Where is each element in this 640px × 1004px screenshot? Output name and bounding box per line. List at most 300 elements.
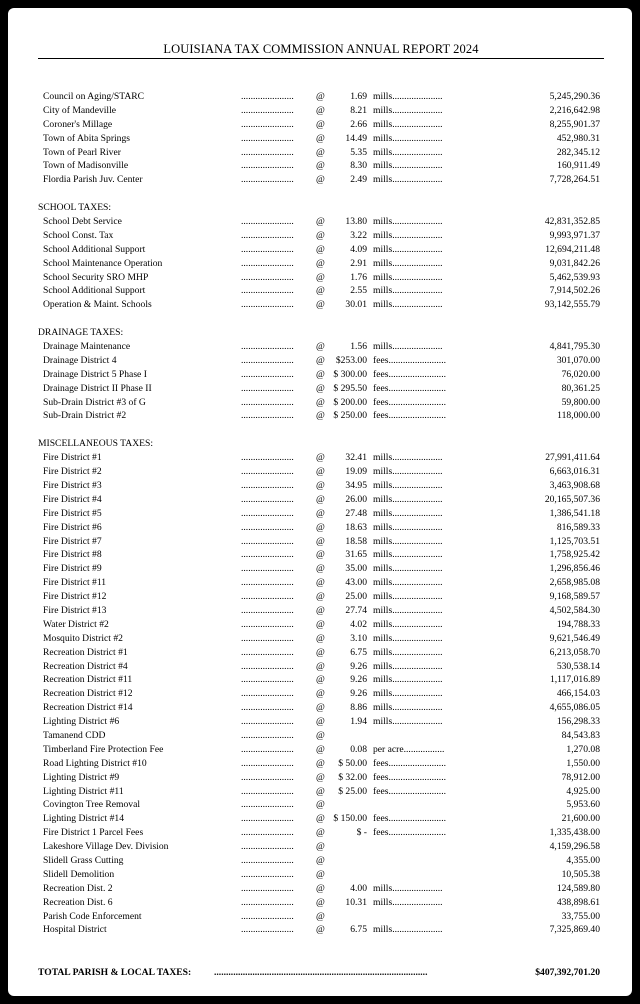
- tax-name: Fire District #7: [43, 535, 102, 547]
- leader-dots: ......................: [241, 577, 294, 589]
- tax-amount: 1,125,703.51: [549, 535, 600, 547]
- tax-name: Recreation Dist. 6: [43, 896, 113, 908]
- total-leader-dots: .........................................................................................: [214, 967, 428, 978]
- rate-unit: mills.....................: [373, 341, 443, 353]
- tax-row: [38, 896, 604, 910]
- leader-dots: ......................: [241, 563, 294, 575]
- rate-unit: mills.....................: [373, 702, 443, 714]
- leader-dots: ......................: [241, 118, 294, 130]
- tax-amount: 160,911.49: [557, 160, 600, 172]
- tax-rate: 18.63: [345, 521, 367, 533]
- leader-dots: ......................: [241, 549, 294, 561]
- at-sign: @: [316, 771, 325, 783]
- tax-rate: $ -: [356, 827, 367, 839]
- section-label: MISCELLANEOUS TAXES:: [38, 438, 153, 450]
- tax-rate: 5.35: [350, 146, 367, 158]
- tax-name: Town of Abita Springs: [43, 132, 131, 144]
- at-sign: @: [316, 118, 325, 130]
- tax-amount: 282,345.12: [556, 146, 600, 158]
- tax-name: Lakeshore Village Dev. Division: [43, 841, 169, 853]
- rate-unit: mills.....................: [373, 229, 443, 241]
- rate-unit: mills.....................: [373, 521, 443, 533]
- rate-unit: mills.....................: [373, 646, 443, 658]
- tax-row: [38, 507, 604, 521]
- tax-rate: 2.49: [350, 174, 367, 186]
- tax-name: Recreation Dist. 2: [43, 882, 113, 894]
- rate-unit: fees........................: [373, 396, 447, 408]
- tax-rate: 32.41: [345, 452, 367, 464]
- at-sign: @: [316, 604, 325, 616]
- rate-unit: mills.....................: [373, 549, 443, 561]
- tax-row: [38, 548, 604, 562]
- tax-name: Recreation District #11: [43, 674, 133, 686]
- at-sign: @: [316, 396, 325, 408]
- leader-dots: ......................: [241, 257, 294, 269]
- rate-unit: mills.....................: [373, 466, 443, 478]
- tax-name: Drainage District 4: [43, 354, 117, 366]
- tax-name: Flordia Parish Juv. Center: [43, 174, 143, 186]
- tax-name: Coroner's Millage: [43, 118, 113, 130]
- tax-row: [38, 451, 604, 465]
- at-sign: @: [316, 521, 325, 533]
- at-sign: @: [316, 813, 325, 825]
- at-sign: @: [316, 841, 325, 853]
- tax-name: School Debt Service: [43, 216, 122, 228]
- tax-row: [38, 840, 604, 854]
- tax-amount: 124,589.80: [556, 882, 600, 894]
- rate-unit: fees........................: [373, 354, 447, 366]
- tax-row: [38, 243, 604, 257]
- tax-row: [38, 673, 604, 687]
- tax-row: [38, 409, 604, 423]
- tax-name: Recreation District #12: [43, 688, 133, 700]
- tax-name: Fire District #6: [43, 521, 102, 533]
- tax-rate: $ 250.00: [333, 410, 367, 422]
- tax-name: Lighting District #11: [43, 785, 124, 797]
- at-sign: @: [316, 466, 325, 478]
- tax-name: Water District #2: [43, 618, 109, 630]
- tax-row: [38, 632, 604, 646]
- tax-amount: 80,361.25: [561, 382, 600, 394]
- rate-unit: mills.....................: [373, 535, 443, 547]
- at-sign: @: [316, 716, 325, 728]
- tax-name: Drainage Maintenance: [43, 341, 131, 353]
- tax-name: Covington Tree Removal: [43, 799, 141, 811]
- leader-dots: ......................: [241, 243, 294, 255]
- tax-name: Lighting District #14: [43, 813, 125, 825]
- tax-amount: 1,270.08: [566, 743, 600, 755]
- tax-amount: 27,991,411.64: [545, 452, 600, 464]
- tax-amount: 5,953.60: [566, 799, 600, 811]
- at-sign: @: [316, 452, 325, 464]
- tax-amount: 438,898.61: [556, 896, 600, 908]
- tax-rate: $ 295.50: [333, 382, 367, 394]
- tax-amount: 4,502,584.30: [549, 604, 600, 616]
- tax-amount: 1,117,016.89: [549, 674, 600, 686]
- tax-amount: 9,993,971.37: [549, 229, 600, 241]
- tax-amount: 1,386,541.18: [549, 507, 600, 519]
- tax-rate: 19.09: [345, 466, 367, 478]
- at-sign: @: [316, 91, 325, 102]
- tax-amount: 59,800.00: [561, 396, 600, 408]
- tax-name: Fire District #12: [43, 591, 107, 603]
- tax-name: Parish Code Enforcement: [43, 910, 142, 922]
- at-sign: @: [316, 854, 325, 866]
- tax-name: Fire District #11: [43, 577, 107, 589]
- tax-rate: 4.00: [350, 882, 367, 894]
- tax-row: [38, 284, 604, 298]
- tax-name: Tamanend CDD: [43, 729, 106, 741]
- tax-name: Slidell Grass Cutting: [43, 854, 124, 866]
- tax-row: [38, 729, 604, 743]
- at-sign: @: [316, 688, 325, 700]
- tax-rate: 2.66: [350, 118, 367, 130]
- at-sign: @: [316, 410, 325, 422]
- tax-amount: 6,213,058.70: [549, 646, 600, 658]
- at-sign: @: [316, 632, 325, 644]
- tax-row: [38, 479, 604, 493]
- tax-row: [38, 382, 604, 396]
- tax-rate: $ 150.00: [333, 813, 367, 825]
- at-sign: @: [316, 479, 325, 491]
- tax-row: [38, 757, 604, 771]
- tax-amount: 5,245,290.36: [549, 91, 600, 102]
- total-amount: $407,392,701.20: [535, 967, 600, 978]
- at-sign: @: [316, 299, 325, 311]
- tax-rate: 2.55: [350, 285, 367, 297]
- rate-unit: fees........................: [373, 827, 447, 839]
- tax-amount: 21,600.00: [561, 813, 600, 825]
- tax-rate: 31.65: [345, 549, 367, 561]
- rate-unit: mills.....................: [373, 591, 443, 603]
- tax-rate: 4.02: [350, 618, 367, 630]
- tax-rate: $ 25.00: [338, 785, 367, 797]
- tax-rate: 1.56: [350, 341, 367, 353]
- leader-dots: ......................: [241, 868, 294, 880]
- tax-amount: 9,621,546.49: [549, 632, 600, 644]
- tax-amount: 2,658,985.08: [549, 577, 600, 589]
- rate-unit: fees........................: [373, 382, 447, 394]
- leader-dots: ......................: [241, 827, 294, 839]
- at-sign: @: [316, 910, 325, 922]
- at-sign: @: [316, 729, 325, 741]
- at-sign: @: [316, 216, 325, 228]
- section-heading: [38, 326, 604, 340]
- at-sign: @: [316, 243, 325, 255]
- leader-dots: ......................: [241, 799, 294, 811]
- rate-unit: mills.....................: [373, 299, 443, 311]
- tax-name: Town of Pearl River: [43, 146, 121, 158]
- tax-name: Fire District #8: [43, 549, 102, 561]
- rate-unit: mills.....................: [373, 882, 443, 894]
- at-sign: @: [316, 549, 325, 561]
- tax-amount: 7,728,264.51: [549, 174, 600, 186]
- tax-amount: 93,142,555.79: [544, 299, 600, 311]
- tax-amount: 84,543.83: [561, 729, 600, 741]
- at-sign: @: [316, 257, 325, 269]
- tax-amount: 5,462,539.93: [549, 271, 600, 283]
- leader-dots: ......................: [241, 104, 294, 116]
- at-sign: @: [316, 674, 325, 686]
- rate-unit: mills.....................: [373, 896, 443, 908]
- tax-row: [38, 798, 604, 812]
- tax-amount: 9,031,842.26: [549, 257, 600, 269]
- tax-rate: 4.09: [350, 243, 367, 255]
- rate-unit: mills.....................: [373, 507, 443, 519]
- leader-dots: ......................: [241, 91, 294, 102]
- tax-row: [38, 715, 604, 729]
- leader-dots: ......................: [241, 368, 294, 380]
- rate-unit: mills.....................: [373, 660, 443, 672]
- tax-amount: 530,538.14: [556, 660, 600, 672]
- rate-unit: fees........................: [373, 757, 447, 769]
- tax-row: [38, 396, 604, 410]
- tax-row: [38, 910, 604, 924]
- at-sign: @: [316, 646, 325, 658]
- tax-row: [38, 493, 604, 507]
- tax-name: Road Lighting District #10: [43, 757, 147, 769]
- tax-row: [38, 104, 604, 118]
- leader-dots: ......................: [241, 299, 294, 311]
- tax-amount: 8,255,901.37: [549, 118, 600, 130]
- tax-row: [38, 298, 604, 312]
- rate-unit: mills.....................: [373, 674, 443, 686]
- tax-row: [38, 687, 604, 701]
- tax-name: Fire District #9: [43, 563, 102, 575]
- tax-name: Fire District #1: [43, 452, 102, 464]
- tax-name: School Additional Support: [43, 243, 146, 255]
- at-sign: @: [316, 896, 325, 908]
- leader-dots: ......................: [241, 535, 294, 547]
- leader-dots: ......................: [241, 146, 294, 158]
- rate-unit: mills.....................: [373, 285, 443, 297]
- at-sign: @: [316, 799, 325, 811]
- tax-rate: 2.91: [350, 257, 367, 269]
- leader-dots: ......................: [241, 729, 294, 741]
- tax-rate: 26.00: [345, 493, 367, 505]
- tax-amount: 42,831,352.85: [544, 216, 600, 228]
- rate-unit: mills.....................: [373, 160, 443, 172]
- leader-dots: ......................: [241, 674, 294, 686]
- tax-amount: 9,168,589.57: [549, 591, 600, 603]
- at-sign: @: [316, 146, 325, 158]
- leader-dots: ......................: [241, 271, 294, 283]
- at-sign: @: [316, 507, 325, 519]
- at-sign: @: [316, 924, 325, 936]
- rate-unit: mills.....................: [373, 563, 443, 575]
- tax-amount: 4,841,795.30: [549, 341, 600, 353]
- leader-dots: ......................: [241, 660, 294, 672]
- leader-dots: ......................: [241, 632, 294, 644]
- tax-row: [38, 618, 604, 632]
- tax-row: [38, 826, 604, 840]
- leader-dots: ......................: [241, 160, 294, 172]
- tax-rate: 13.80: [345, 216, 367, 228]
- leader-dots: ......................: [241, 924, 294, 936]
- rate-unit: mills.....................: [373, 688, 443, 700]
- tax-rate: 8.86: [350, 702, 367, 714]
- tax-name: Fire District #13: [43, 604, 107, 616]
- leader-dots: ......................: [241, 285, 294, 297]
- tax-rate: 3.22: [350, 229, 367, 241]
- tax-rate: 3.10: [350, 632, 367, 644]
- leader-dots: ......................: [241, 618, 294, 630]
- tax-amount: 4,925.00: [566, 785, 600, 797]
- tax-rate: 10.31: [345, 896, 367, 908]
- tax-name: Recreation District #14: [43, 702, 133, 714]
- at-sign: @: [316, 868, 325, 880]
- tax-row: [38, 812, 604, 826]
- tax-amount: 78,912.00: [561, 771, 600, 783]
- tax-rate: 1.94: [350, 716, 367, 728]
- leader-dots: ......................: [241, 493, 294, 505]
- tax-row: [38, 771, 604, 785]
- tax-name: Recreation District #4: [43, 660, 128, 672]
- leader-dots: ......................: [241, 854, 294, 866]
- tax-rate: 25.00: [345, 591, 367, 603]
- leader-dots: ......................: [241, 174, 294, 186]
- tax-name: School Additional Support: [43, 285, 146, 297]
- at-sign: @: [316, 285, 325, 297]
- tax-name: Drainage District 5 Phase I: [43, 368, 147, 380]
- tax-name: Lighting District #6: [43, 716, 120, 728]
- tax-rate: 6.75: [350, 646, 367, 658]
- at-sign: @: [316, 577, 325, 589]
- leader-dots: ......................: [241, 216, 294, 228]
- tax-rate: 8.30: [350, 160, 367, 172]
- tax-name: Fire District #2: [43, 466, 102, 478]
- tax-row: [38, 590, 604, 604]
- tax-list: [38, 90, 604, 937]
- tax-rate: 1.69: [350, 91, 367, 102]
- rate-unit: fees........................: [373, 813, 447, 825]
- tax-row: [38, 785, 604, 799]
- tax-rate: 27.74: [345, 604, 367, 616]
- tax-rate: 43.00: [345, 577, 367, 589]
- tax-name: Council on Aging/STARC: [43, 91, 145, 102]
- tax-name: School Const. Tax: [43, 229, 114, 241]
- tax-amount: 4,355.00: [566, 854, 600, 866]
- tax-row: [38, 90, 604, 104]
- rate-unit: mills.....................: [373, 243, 443, 255]
- tax-row: [38, 173, 604, 187]
- tax-rate: $253.00: [335, 354, 367, 366]
- leader-dots: ......................: [241, 341, 294, 353]
- tax-row: [38, 646, 604, 660]
- tax-name: Recreation District #1: [43, 646, 128, 658]
- at-sign: @: [316, 493, 325, 505]
- tax-amount: 194,788.33: [556, 618, 600, 630]
- tax-row: [38, 118, 604, 132]
- section-gap: [38, 312, 604, 326]
- rate-unit: per acre.................: [373, 743, 445, 755]
- rate-unit: mills.....................: [373, 271, 443, 283]
- tax-name: Fire District #5: [43, 507, 102, 519]
- tax-row: [38, 882, 604, 896]
- tax-name: Fire District 1 Parcel Fees: [43, 827, 144, 839]
- tax-row: [38, 159, 604, 173]
- tax-name: Town of Madisonville: [43, 160, 129, 172]
- leader-dots: ......................: [241, 452, 294, 464]
- report-page: [8, 8, 632, 996]
- rate-unit: mills.....................: [373, 604, 443, 616]
- at-sign: @: [316, 382, 325, 394]
- tax-amount: 118,000.00: [557, 410, 600, 422]
- tax-amount: 20,165,507.36: [544, 493, 600, 505]
- rate-unit: mills.....................: [373, 493, 443, 505]
- rate-unit: mills.....................: [373, 924, 443, 936]
- at-sign: @: [316, 618, 325, 630]
- tax-row: [38, 465, 604, 479]
- at-sign: @: [316, 785, 325, 797]
- at-sign: @: [316, 354, 325, 366]
- tax-amount: 1,335,438.00: [549, 827, 600, 839]
- leader-dots: ......................: [241, 716, 294, 728]
- tax-row: [38, 521, 604, 535]
- rate-unit: mills.....................: [373, 618, 443, 630]
- tax-rate: $ 300.00: [333, 368, 367, 380]
- tax-name: Fire District #4: [43, 493, 102, 505]
- tax-rate: 18.58: [345, 535, 367, 547]
- leader-dots: ......................: [241, 507, 294, 519]
- tax-name: School Security SRO MHP: [43, 271, 149, 283]
- tax-rate: 8.21: [350, 104, 367, 116]
- tax-amount: 76,020.00: [561, 368, 600, 380]
- tax-amount: 33,755.00: [561, 910, 600, 922]
- tax-amount: 156,298.33: [556, 716, 600, 728]
- tax-name: School Maintenance Operation: [43, 257, 163, 269]
- tax-name: Mosquito District #2: [43, 632, 123, 644]
- page-title: LOUISIANA TAX COMMISSION ANNUAL REPORT 2024: [163, 42, 479, 56]
- tax-row: [38, 368, 604, 382]
- tax-row: [38, 132, 604, 146]
- tax-name: Drainage District II Phase II: [43, 382, 152, 394]
- tax-amount: 6,663,016.31: [549, 466, 600, 478]
- leader-dots: ......................: [241, 882, 294, 894]
- tax-row: [38, 576, 604, 590]
- tax-amount: 816,589.33: [556, 521, 600, 533]
- title-rule: [38, 58, 604, 59]
- rate-unit: mills.....................: [373, 577, 443, 589]
- tax-row: [38, 854, 604, 868]
- tax-amount: 3,463,908.68: [549, 479, 600, 491]
- tax-amount: 2,216,642.98: [549, 104, 600, 116]
- tax-amount: 1,296,856.46: [549, 563, 600, 575]
- leader-dots: ......................: [241, 132, 294, 144]
- tax-rate: 9.26: [350, 660, 367, 672]
- rate-unit: mills.....................: [373, 452, 443, 464]
- leader-dots: ......................: [241, 785, 294, 797]
- tax-row: [38, 146, 604, 160]
- tax-rate: 0.08: [350, 743, 367, 755]
- section-label: SCHOOL TAXES:: [38, 202, 112, 214]
- leader-dots: ......................: [241, 757, 294, 769]
- tax-row: [38, 868, 604, 882]
- tax-name: Operation & Maint. Schools: [43, 299, 152, 311]
- section-heading: [38, 201, 604, 215]
- at-sign: @: [316, 535, 325, 547]
- at-sign: @: [316, 341, 325, 353]
- tax-rate: 27.48: [345, 507, 367, 519]
- tax-row: [38, 257, 604, 271]
- leader-dots: ......................: [241, 688, 294, 700]
- rate-unit: mills.....................: [373, 91, 443, 102]
- tax-rate: 35.00: [345, 563, 367, 575]
- tax-row: [38, 562, 604, 576]
- tax-amount: 4,655,086.05: [549, 702, 600, 714]
- rate-unit: mills.....................: [373, 132, 443, 144]
- leader-dots: ......................: [241, 466, 294, 478]
